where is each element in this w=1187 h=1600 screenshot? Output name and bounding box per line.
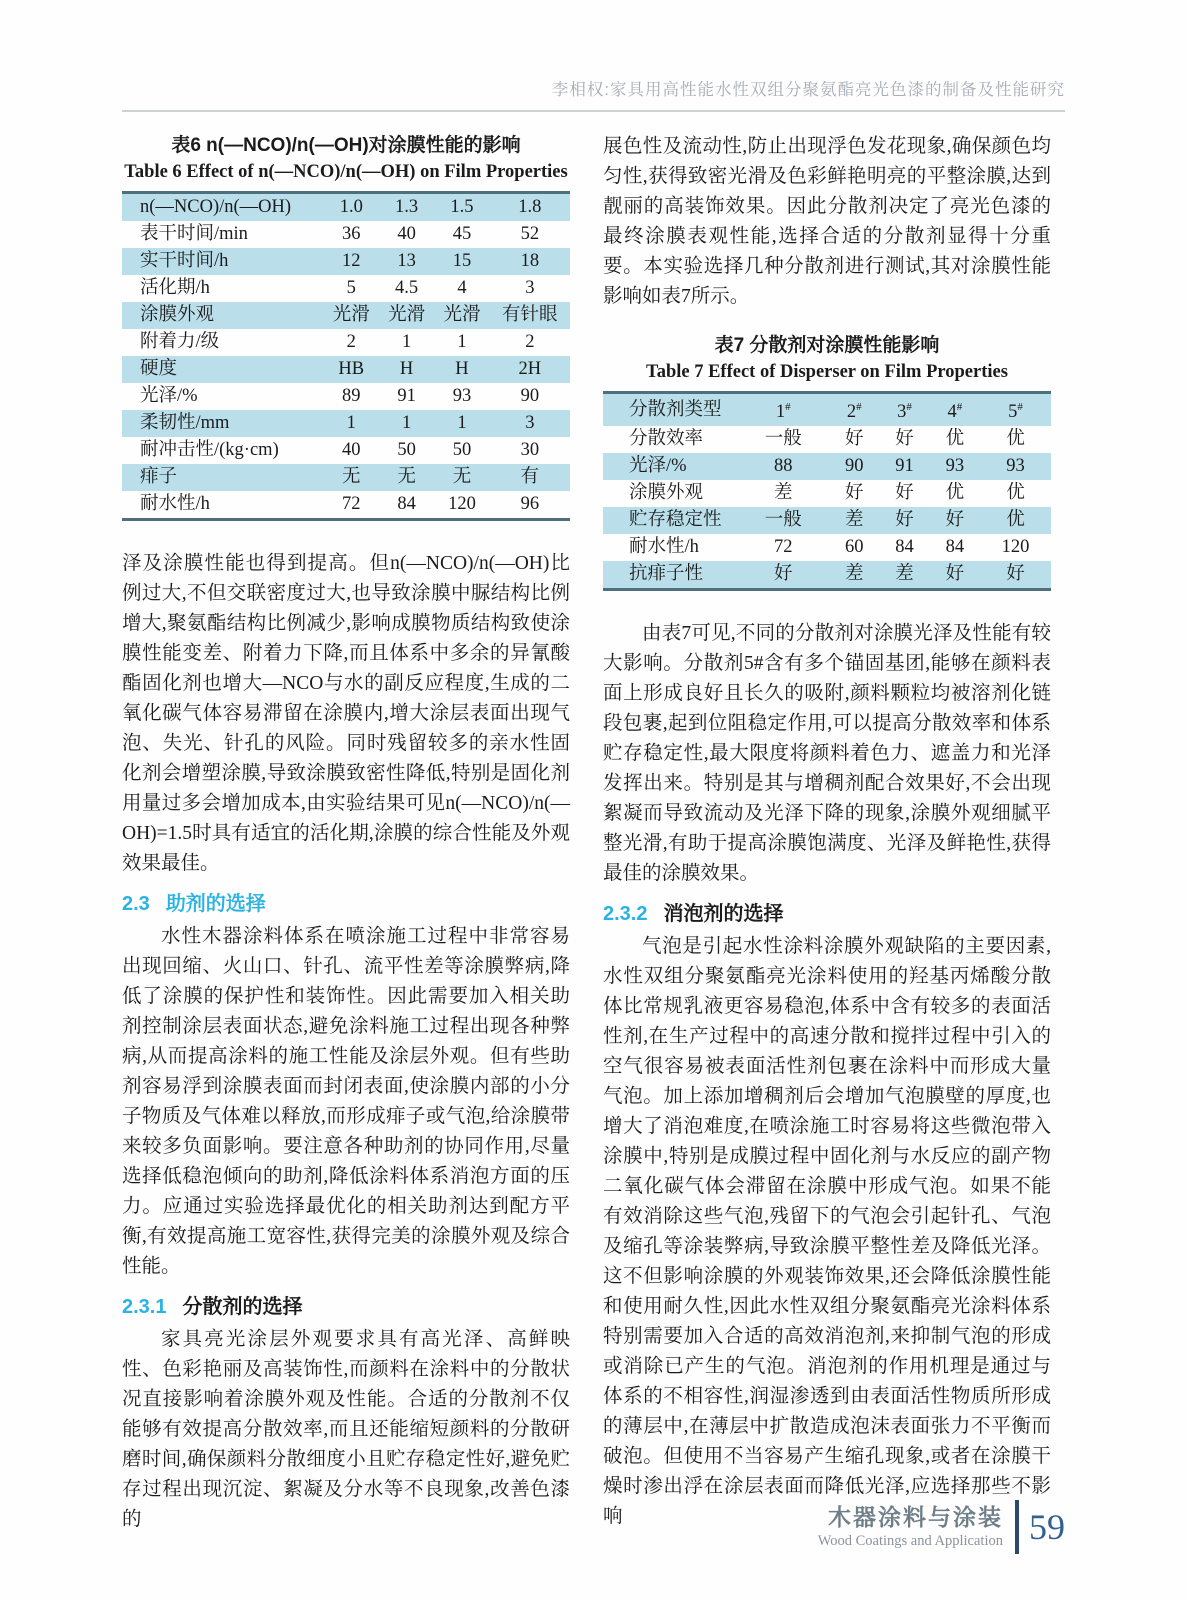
journal-name-zh: 木器涂料与涂装 bbox=[828, 1503, 1003, 1530]
value-cell: 72 bbox=[773, 537, 793, 558]
page-footer bbox=[818, 1500, 1065, 1554]
section-number: 2.3 bbox=[122, 893, 150, 915]
section-title: 助剂的选择 bbox=[165, 893, 266, 915]
value-cell: 3# bbox=[897, 401, 912, 423]
table-row bbox=[122, 491, 570, 520]
value-cell: HB bbox=[338, 359, 365, 379]
table-row bbox=[122, 193, 570, 222]
value-cell: 4.5 bbox=[395, 278, 419, 298]
value-cell: 12 bbox=[342, 251, 361, 271]
value-cell: 有 bbox=[520, 467, 540, 487]
two-column-body bbox=[0, 112, 1187, 1535]
value-cell: 5 bbox=[346, 278, 356, 298]
value-cell: H bbox=[455, 359, 469, 379]
page-header bbox=[0, 0, 1187, 112]
table-row bbox=[122, 329, 570, 356]
value-cell: 90 bbox=[844, 456, 864, 477]
section-heading-2-3-1 bbox=[122, 1290, 570, 1319]
para-nco-oh-discussion: 泽及涂膜性能也得到提高。但n(—NCO)/n(—OH)比例过大,不但交联密度过大,也导致涂膜中脲结构比例增大,聚氨酯结构比例减少,影响成膜物质结构致使涂膜性能变差、附着力下降,而且体系中多余的异氰酸酯固化剂也增大—NCO与水的副反应程度,生成的二氧化碳气体容易滞留在涂膜内,增大涂层表面出现气泡、失光、针孔的风险。同时残留较多的亲水性固化剂会增塑涂膜,导致涂膜致密性降低,特别是固化剂用量过多会增加成本,由实验结果可见n(—NCO)/n(—OH)=1.5时具有适宜的活化期,涂膜的综合性能及外观效果最佳。 bbox=[122, 553, 570, 874]
value-cell: 好 bbox=[895, 510, 914, 531]
value-cell: 5# bbox=[1008, 401, 1023, 423]
value-cell: 36 bbox=[342, 224, 361, 244]
value-cell: 1 bbox=[457, 413, 467, 433]
value-cell: 优 bbox=[945, 429, 965, 450]
value-cell: 好 bbox=[945, 564, 965, 585]
row-label-cell: 光泽/% bbox=[629, 456, 687, 477]
section-number: 2.3.1 bbox=[122, 1296, 167, 1318]
table6-caption bbox=[122, 132, 570, 185]
value-cell: 93 bbox=[1006, 456, 1025, 477]
value-cell: 无 bbox=[452, 467, 472, 487]
table-row bbox=[603, 393, 1051, 427]
value-cell: 91 bbox=[397, 386, 416, 406]
value-cell: 45 bbox=[452, 224, 472, 244]
value-cell: 2H bbox=[518, 359, 542, 379]
table7-caption-en: Table 7 Effect of Disperser on Film Properties bbox=[646, 362, 1008, 382]
value-cell: 光滑 bbox=[332, 305, 370, 325]
value-cell: 差 bbox=[773, 483, 793, 504]
value-cell: 90 bbox=[520, 386, 540, 406]
table-row bbox=[122, 221, 570, 248]
value-cell: 1.8 bbox=[518, 197, 542, 217]
para-disperser-requirements: 家具亮光涂层外观要求具有高光泽、高鲜映性、色彩艳丽及高装饰性,而颜料在涂料中的分散状况直接影响着涂膜外观及性能。合适的分散剂不仅能够有效提高分散效率,而且还能缩短颜料的分散研磨时间,确保颜料分散细度小且贮存稳定性好,避免贮存过程出现沉淀、絮凝及分水等不良现象,改善色漆的 bbox=[122, 1329, 570, 1530]
value-cell: 差 bbox=[844, 510, 864, 531]
value-cell: 好 bbox=[844, 429, 864, 450]
table-row bbox=[122, 248, 570, 275]
table-row bbox=[603, 426, 1051, 453]
value-cell: 96 bbox=[520, 494, 540, 514]
row-label-cell: 耐水性/h bbox=[140, 494, 210, 514]
value-cell: 60 bbox=[844, 537, 864, 558]
row-label-cell: 耐冲击性/(kg·cm) bbox=[140, 440, 279, 460]
value-cell: 好 bbox=[895, 483, 914, 504]
row-label-cell: 活化期/h bbox=[140, 278, 210, 298]
row-label-cell: 分散剂类型 bbox=[629, 399, 722, 420]
value-cell: 18 bbox=[520, 251, 540, 271]
row-label-cell: 涂膜外观 bbox=[140, 305, 215, 325]
value-cell: 一般 bbox=[764, 429, 802, 450]
value-cell: 优 bbox=[945, 483, 965, 504]
table7-caption-zh: 表7 分散剂对涂膜性能影响 bbox=[714, 335, 940, 356]
row-label-cell: n(—NCO)/n(—OH) bbox=[140, 197, 292, 217]
value-cell: 光滑 bbox=[388, 305, 426, 325]
footer-divider-bar bbox=[1015, 1500, 1019, 1554]
value-cell: 1 bbox=[401, 332, 412, 352]
value-cell: 1# bbox=[775, 401, 791, 423]
value-cell: 优 bbox=[1006, 483, 1025, 504]
para-disperser-results: 由表7可见,不同的分散剂对涂膜光泽及性能有较大影响。分散剂5#含有多个锚固基团,能够在颜料表面上形成良好且长久的吸附,颜料颗粒均被溶剂化链段包裹,起到位阻稳定作用,可以提高分散效率和体系贮存稳定性,最大限度将颜料着色力、遮盖力和光泽发挥出来。特别是其与增稠剂配合效果好,不会出现絮凝而导致流动及光泽下降的现象,涂膜外观细腻平整光滑,有助于提高涂膜饱满度、光泽及鲜艳性,获得最佳的涂膜效果。 bbox=[603, 623, 1051, 885]
page-number: 59 bbox=[1029, 1507, 1065, 1547]
row-label-cell: 表干时间/min bbox=[140, 224, 248, 244]
table-row bbox=[122, 356, 570, 383]
table-row bbox=[603, 534, 1051, 561]
value-cell: 1 bbox=[401, 413, 412, 433]
value-cell: 89 bbox=[342, 386, 361, 406]
row-label-cell: 柔韧性/mm bbox=[140, 413, 230, 433]
table-row bbox=[122, 410, 570, 437]
value-cell: 13 bbox=[397, 251, 416, 271]
value-cell: 1.0 bbox=[339, 197, 363, 217]
value-cell: 52 bbox=[520, 224, 540, 244]
table-row bbox=[122, 302, 570, 329]
section-title: 分散剂的选择 bbox=[182, 1296, 303, 1318]
value-cell: 差 bbox=[895, 564, 914, 585]
table-row bbox=[122, 275, 570, 302]
section-heading-2-3-2 bbox=[603, 897, 1051, 926]
value-cell: 好 bbox=[895, 429, 914, 450]
value-cell: 无 bbox=[397, 467, 416, 487]
value-cell: 2# bbox=[846, 401, 862, 423]
value-cell: 2 bbox=[346, 332, 356, 352]
row-label-cell: 抗痱子性 bbox=[629, 564, 704, 585]
value-cell: 光滑 bbox=[443, 305, 481, 325]
value-cell: 4# bbox=[947, 401, 963, 423]
table-7 bbox=[603, 391, 1051, 591]
value-cell: 好 bbox=[945, 510, 965, 531]
table-row bbox=[122, 383, 570, 410]
value-cell: 93 bbox=[452, 386, 472, 406]
value-cell: 93 bbox=[945, 456, 965, 477]
value-cell: 1.3 bbox=[395, 197, 419, 217]
value-cell: 3 bbox=[525, 413, 535, 433]
value-cell: 好 bbox=[773, 564, 793, 585]
value-cell: 有针眼 bbox=[502, 305, 558, 325]
value-cell: 3 bbox=[525, 278, 535, 298]
value-cell: 1 bbox=[346, 413, 356, 433]
row-label-cell: 痱子 bbox=[140, 467, 178, 487]
value-cell: 15 bbox=[452, 251, 472, 271]
row-label-cell: 贮存稳定性 bbox=[629, 510, 722, 531]
table7-caption bbox=[603, 332, 1051, 385]
table-row bbox=[122, 464, 570, 491]
row-label-cell: 实干时间/h bbox=[140, 251, 229, 271]
value-cell: 84 bbox=[895, 537, 914, 558]
value-cell: 40 bbox=[342, 440, 361, 460]
table6-caption-en: Table 6 Effect of n(—NCO)/n(—OH) on Film Properties bbox=[124, 162, 568, 182]
value-cell: 2 bbox=[525, 332, 535, 352]
right-column bbox=[603, 132, 1051, 1535]
row-label-cell: 分散效率 bbox=[629, 429, 704, 450]
value-cell: 4 bbox=[457, 278, 467, 298]
table-row bbox=[603, 561, 1051, 590]
section-number: 2.3.2 bbox=[603, 903, 648, 926]
value-cell: 1.5 bbox=[450, 197, 474, 217]
value-cell: 优 bbox=[1006, 429, 1025, 450]
table6-caption-zh: 表6 n(—NCO)/n(—OH)对涂膜性能的影响 bbox=[171, 135, 521, 156]
para-additive-selection: 水性木器涂料体系在喷涂施工过程中非常容易出现回缩、火山口、针孔、流平性差等涂膜弊病,降低了涂膜的保护性和装饰性。因此需要加入相关助剂控制涂层表面状态,避免涂料施工过程出现各种弊病,从而提高涂料的施工性能及涂层外观。但有些助剂容易浮到涂膜表面而封闭表面,使涂膜内部的小分子物质及气体难以释放,而形成痱子或气泡,给涂膜带来较多负面影响。要注意各种助剂的协同作用,尽量选择低稳泡倾向的助剂,降低涂料体系消泡方面的压力。应通过实验选择最优化的相关助剂达到配方平衡,有效提高施工宽容性,获得完美的涂膜外观及综合性能。 bbox=[122, 926, 570, 1277]
row-label-cell: 涂膜外观 bbox=[629, 483, 704, 504]
table-row bbox=[122, 437, 570, 464]
section-heading-2-3 bbox=[122, 887, 570, 916]
value-cell: 一般 bbox=[764, 510, 802, 531]
row-label-cell: 光泽/% bbox=[140, 386, 198, 406]
value-cell: 120 bbox=[1001, 537, 1030, 558]
value-cell: 好 bbox=[1006, 564, 1025, 585]
value-cell: 120 bbox=[448, 494, 476, 514]
running-head: 李相权:家具用高性能水性双组分聚氨酯亮光色漆的制备及性能研究 bbox=[551, 81, 1065, 99]
value-cell: 1 bbox=[457, 332, 467, 352]
left-column bbox=[122, 132, 570, 1535]
value-cell: 无 bbox=[342, 467, 361, 487]
row-label-cell: 耐水性/h bbox=[629, 537, 699, 558]
value-cell: 84 bbox=[397, 494, 416, 514]
row-label-cell: 硬度 bbox=[140, 359, 178, 379]
value-cell: 差 bbox=[844, 564, 864, 585]
value-cell: H bbox=[399, 359, 414, 379]
value-cell: 好 bbox=[844, 483, 864, 504]
journal-name-block bbox=[818, 1504, 1003, 1551]
value-cell: 40 bbox=[397, 224, 416, 244]
value-cell: 50 bbox=[452, 440, 472, 460]
para-color-development: 展色性及流动性,防止出现浮色发花现象,确保颜色均匀性,获得致密光滑及色彩鲜艳明亮的平整涂膜,达到靓丽的高装饰效果。因此分散剂决定了亮光色漆的最终涂膜表观性能,选择合适的分散剂显得十分重要。本实验选择几种分散剂进行测试,其对涂膜性能影响如表7所示。 bbox=[603, 136, 1051, 307]
value-cell: 84 bbox=[945, 537, 965, 558]
value-cell: 优 bbox=[1006, 510, 1025, 531]
table-row bbox=[603, 480, 1051, 507]
section-title: 消泡剂的选择 bbox=[663, 903, 784, 926]
value-cell: 30 bbox=[520, 440, 540, 460]
table-row bbox=[603, 453, 1051, 480]
value-cell: 72 bbox=[342, 494, 361, 514]
row-label-cell: 附着力/级 bbox=[140, 332, 220, 352]
journal-name-en: Wood Coatings and Application bbox=[817, 1532, 1003, 1549]
table-6 bbox=[122, 191, 570, 521]
value-cell: 88 bbox=[773, 456, 793, 477]
value-cell: 50 bbox=[397, 440, 416, 460]
value-cell: 91 bbox=[895, 456, 914, 477]
para-defoamer-selection: 气泡是引起水性涂料涂膜外观缺陷的主要因素,水性双组分聚氨酯亮光涂料使用的羟基丙烯酸分散体比常规乳液更容易稳泡,体系中含有较多的表面活性剂,在生产过程中的高速分散和搅拌过程中引入的空气很容易被表面活性剂包裹在涂料中而形成大量气泡。加上添加增稠剂后会增加气泡膜壁的厚度,也增大了消泡难度,在喷涂施工时容易将这些微泡带入涂膜中,特别是成膜过程中固化剂与水反应的副产物二氧化碳气体会滞留在涂膜中形成气泡。如果不能有效消除这些气泡,残留下的气泡会引起针孔、气泡及缩孔等涂装弊病,导致涂膜平整性差及降低光泽。这不但影响涂膜的外观装饰效果,还会降低涂膜性能和使用耐久性,因此水性双组分聚氨酯亮光涂料体系特别需要加入合适的高效消泡剂,来抑制气泡的形成或消除已产生的气泡。消泡剂的作用机理是通过与体系的不相容性,润湿渗透到由表面活性物质所形成的薄层中,在薄层中扩散造成泡沫表面张力不平衡而破泡。但使用不当容易产生缩孔现象,或者在涂膜干燥时渗出浮在涂层表面而降低光泽,应选择那些不影响 bbox=[603, 936, 1051, 1528]
table-row bbox=[603, 507, 1051, 534]
